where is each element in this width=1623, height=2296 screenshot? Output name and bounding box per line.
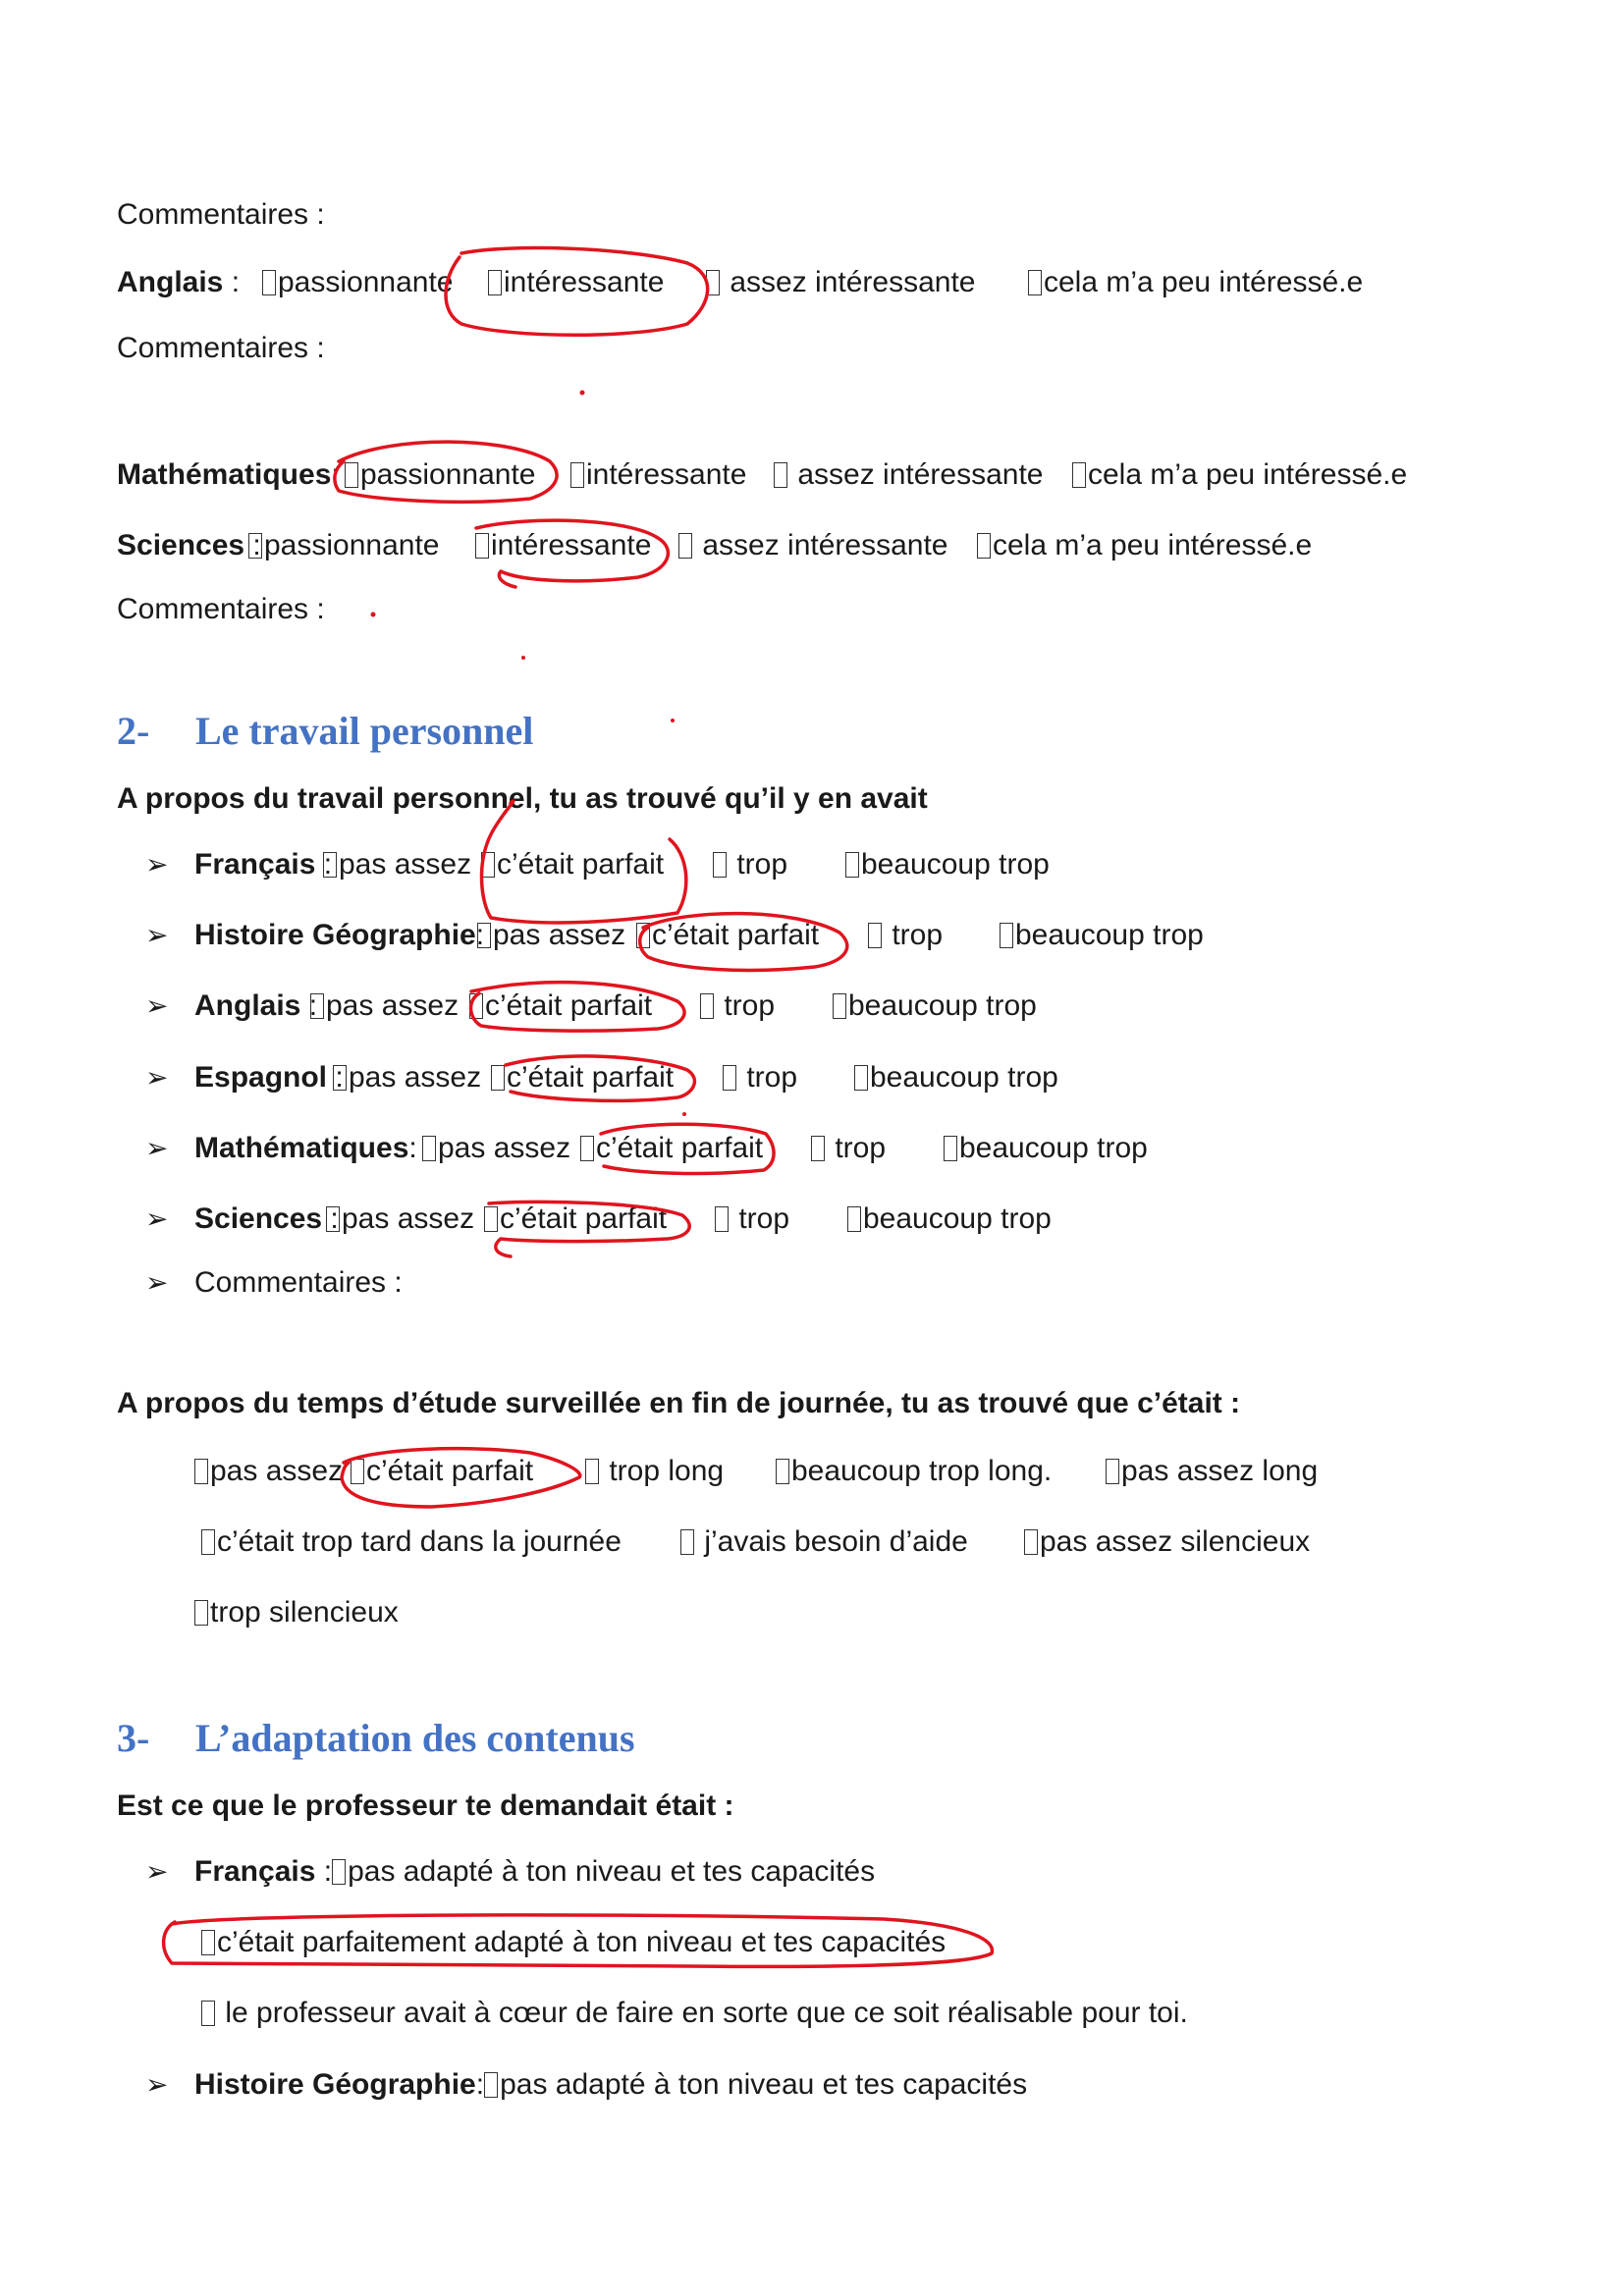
ink-dot [580, 391, 585, 396]
option-trop[interactable]: trop [713, 847, 787, 882]
checkbox-icon[interactable] [700, 993, 714, 1019]
option-realisable[interactable]: le professeur avait à cœur de faire en sorte que ce soit réalisable pour toi. [201, 1996, 1188, 2031]
arrow-bullet-icon: ➢ [145, 1062, 169, 1093]
section-heading-3 [117, 1716, 635, 1761]
option-pas-assez[interactable]: pas assez [422, 1131, 570, 1166]
subject-label: Français [194, 1855, 316, 1888]
row-s1-sciences: Sciences : passionnante intéressante assez intéressante cela m’a peu intéressé.e [117, 529, 1313, 561]
checkbox-icon[interactable] [636, 923, 650, 948]
option-passionnante[interactable]: passionnante [248, 528, 439, 563]
checkbox-icon[interactable] [201, 1930, 215, 1955]
option-pas-adapte[interactable]: pas adapté à ton niveau et tes capacités [484, 2067, 1027, 2103]
option-beaucoup-trop[interactable]: beaucoup trop [833, 988, 1037, 1024]
checkbox-icon[interactable] [194, 1600, 208, 1626]
option-pas-assez-silencieux[interactable]: pas assez silencieux [1024, 1524, 1310, 1560]
checkbox-icon[interactable] [332, 1859, 346, 1885]
option-parfait[interactable]: c’était parfait [484, 1201, 667, 1237]
option-interessante[interactable]: intéressante [475, 528, 651, 563]
option-assez-interessante[interactable]: assez intéressante [706, 265, 975, 300]
option-pas-assez[interactable]: pas assez [477, 918, 625, 953]
checkbox-icon[interactable] [977, 533, 991, 559]
checkbox-icon[interactable] [580, 1136, 594, 1161]
row-s1-maths: Mathématiques: passionnante intéressante assez intéressante cela m’a peu intéressé.e [117, 458, 1408, 491]
checkbox-icon[interactable] [833, 993, 846, 1019]
row-s1-anglais: Anglais : passionnante intéressante assez intéressante cela m’a peu intéressé.e [117, 266, 1364, 298]
checkbox-icon[interactable] [475, 533, 489, 559]
checkbox-icon[interactable] [351, 1459, 364, 1484]
checkbox-icon[interactable] [477, 923, 491, 948]
checkbox-icon[interactable] [713, 852, 727, 878]
checkbox-icon[interactable] [1106, 1459, 1119, 1484]
section-number: 3- [117, 1716, 150, 1760]
checkbox-icon[interactable] [774, 462, 787, 488]
subject-label: Anglais [194, 989, 301, 1022]
arrow-bullet-icon: ➢ [145, 990, 169, 1021]
checkbox-icon[interactable] [310, 993, 324, 1019]
option-parfait[interactable]: c’était parfait [351, 1454, 533, 1489]
option-trop[interactable]: trop [868, 918, 943, 953]
arrow-bullet-icon: ➢ [145, 1133, 169, 1163]
checkbox-icon[interactable] [845, 852, 859, 878]
checkbox-icon[interactable] [1000, 923, 1013, 948]
option-parfait[interactable]: c’était parfait [580, 1131, 763, 1166]
ink-dot [371, 613, 376, 617]
section-number: 2- [117, 709, 150, 753]
checkbox-icon[interactable] [678, 533, 692, 559]
checkbox-icon[interactable] [1072, 462, 1086, 488]
subject-label: Espagnol [194, 1061, 328, 1094]
checkbox-icon[interactable] [706, 270, 720, 295]
checkbox-icon[interactable] [723, 1065, 736, 1091]
option-besoin-aide[interactable]: j’avais besoin d’aide [680, 1524, 968, 1560]
checkbox-icon[interactable] [1024, 1529, 1038, 1555]
checkbox-icon[interactable] [422, 1136, 436, 1161]
option-parfait[interactable]: c’était parfait [636, 918, 819, 953]
checkbox-icon[interactable] [585, 1459, 599, 1484]
subject-label: Français [194, 848, 316, 881]
checkbox-icon[interactable] [201, 1529, 215, 1555]
option-trop-tard[interactable]: c’était trop tard dans la journée [201, 1524, 622, 1560]
checkbox-icon[interactable] [847, 1206, 861, 1232]
option-interessante[interactable]: intéressante [570, 457, 746, 493]
subject-label: Mathématiques [117, 458, 332, 491]
option-parfaitement-adapte[interactable]: c’était parfaitement adapté à ton niveau et tes capacités [201, 1925, 946, 1960]
checkbox-icon[interactable] [715, 1206, 729, 1232]
option-peu-interesse[interactable]: cela m’a peu intéressé.e [1028, 265, 1363, 300]
arrow-bullet-icon: ➢ [145, 849, 169, 880]
option-assez-interessante[interactable]: assez intéressante [678, 528, 947, 563]
section-heading-2 [117, 709, 533, 754]
checkbox-icon[interactable] [333, 1065, 347, 1091]
checkbox-icon[interactable] [944, 1136, 957, 1161]
checkbox-icon[interactable] [262, 270, 276, 295]
option-pas-adapte[interactable]: pas adapté à ton niveau et tes capacités [332, 1854, 875, 1890]
checkbox-icon[interactable] [481, 852, 495, 878]
subject-label: Histoire Géographie [194, 919, 476, 951]
checkbox-icon[interactable] [201, 2001, 215, 2026]
comment-label: Commentaires : [117, 198, 325, 231]
section-title: Le travail personnel [195, 709, 534, 753]
option-pas-assez[interactable]: pas assez [323, 847, 471, 882]
checkbox-icon[interactable] [326, 1206, 340, 1232]
option-trop-long[interactable]: trop long [585, 1454, 724, 1489]
option-peu-interesse[interactable]: cela m’a peu intéressé.e [977, 528, 1312, 563]
option-trop-silencieux[interactable]: trop silencieux [194, 1595, 399, 1630]
option-trop[interactable]: trop [811, 1131, 886, 1166]
option-peu-interesse[interactable]: cela m’a peu intéressé.e [1072, 457, 1407, 493]
checkbox-icon[interactable] [680, 1529, 694, 1555]
option-trop[interactable]: trop [723, 1060, 797, 1095]
option-trop[interactable]: trop [700, 988, 775, 1024]
question-adaptation: Est ce que le professeur te demandait était : [117, 1789, 734, 1822]
question-etude: A propos du temps d’étude surveillée en fin de journée, tu as trouvé que c’était : [117, 1387, 1241, 1419]
section-title: L’adaptation des contenus [195, 1716, 635, 1760]
ink-dot [671, 719, 675, 722]
subject-label: Sciences [194, 1202, 323, 1235]
arrow-bullet-icon: ➢ [145, 2069, 169, 2100]
checkbox-icon[interactable] [491, 1065, 505, 1091]
checkbox-icon[interactable] [776, 1459, 789, 1484]
option-trop[interactable]: trop [715, 1201, 789, 1237]
option-pas-assez[interactable]: pas assez [194, 1454, 343, 1489]
arrow-bullet-icon: ➢ [145, 1267, 169, 1298]
arrow-bullet-icon: ➢ [145, 1203, 169, 1234]
option-pas-assez-long[interactable]: pas assez long [1106, 1454, 1318, 1489]
checkbox-icon[interactable] [570, 462, 584, 488]
checkbox-icon[interactable] [323, 852, 337, 878]
checkbox-icon[interactable] [868, 923, 882, 948]
checkbox-icon[interactable] [854, 1065, 868, 1091]
checkbox-icon[interactable] [484, 1206, 498, 1232]
option-parfait[interactable]: c’était parfait [469, 988, 652, 1024]
option-beaucoup-trop[interactable]: beaucoup trop [847, 1201, 1052, 1237]
option-parfait[interactable]: c’était parfait [491, 1060, 674, 1095]
subject-label: Histoire Géographie [194, 2068, 476, 2101]
checkbox-icon[interactable] [484, 2072, 498, 2098]
arrow-bullet-icon: ➢ [145, 920, 169, 950]
row-etude-3 [194, 1595, 399, 1630]
subject-label: Mathématiques [194, 1132, 409, 1164]
checkbox-icon[interactable] [469, 993, 483, 1019]
ink-dot [521, 656, 525, 660]
checkbox-icon[interactable] [811, 1136, 825, 1161]
option-beaucoup-trop[interactable]: beaucoup trop [854, 1060, 1058, 1095]
arrow-bullet-icon: ➢ [145, 1856, 169, 1887]
option-pas-assez[interactable]: pas assez [333, 1060, 481, 1095]
option-pas-assez[interactable]: pas assez [310, 988, 459, 1024]
option-beaucoup-trop[interactable]: beaucoup trop [845, 847, 1050, 882]
comment-label: Commentaires : [194, 1266, 403, 1299]
question-travail: A propos du travail personnel, tu as trouvé qu’il y en avait [117, 782, 928, 815]
option-parfait[interactable]: c’était parfait [481, 847, 664, 882]
subject-label: Anglais [117, 266, 224, 298]
subject-label: Sciences [117, 529, 245, 561]
checkbox-icon[interactable] [488, 270, 502, 295]
comment-label: Commentaires : [117, 593, 325, 625]
option-beaucoup-trop[interactable]: beaucoup trop [1000, 918, 1204, 953]
checkbox-icon[interactable] [194, 1459, 208, 1484]
checkbox-icon[interactable] [1028, 270, 1042, 295]
option-passionnante[interactable]: passionnante [262, 265, 453, 300]
option-assez-interessante[interactable]: assez intéressante [774, 457, 1043, 493]
comment-label: Commentaires : [117, 332, 325, 364]
option-interessante[interactable]: intéressante [488, 265, 664, 300]
ink-dot [682, 1112, 686, 1116]
checkbox-icon[interactable] [248, 533, 262, 559]
option-beaucoup-trop[interactable]: beaucoup trop [944, 1131, 1148, 1166]
option-pas-assez[interactable]: pas assez [326, 1201, 474, 1237]
checkbox-icon[interactable] [345, 462, 358, 488]
option-beaucoup-trop-long[interactable]: beaucoup trop long. [776, 1454, 1052, 1489]
option-passionnante[interactable]: passionnante [345, 457, 535, 493]
